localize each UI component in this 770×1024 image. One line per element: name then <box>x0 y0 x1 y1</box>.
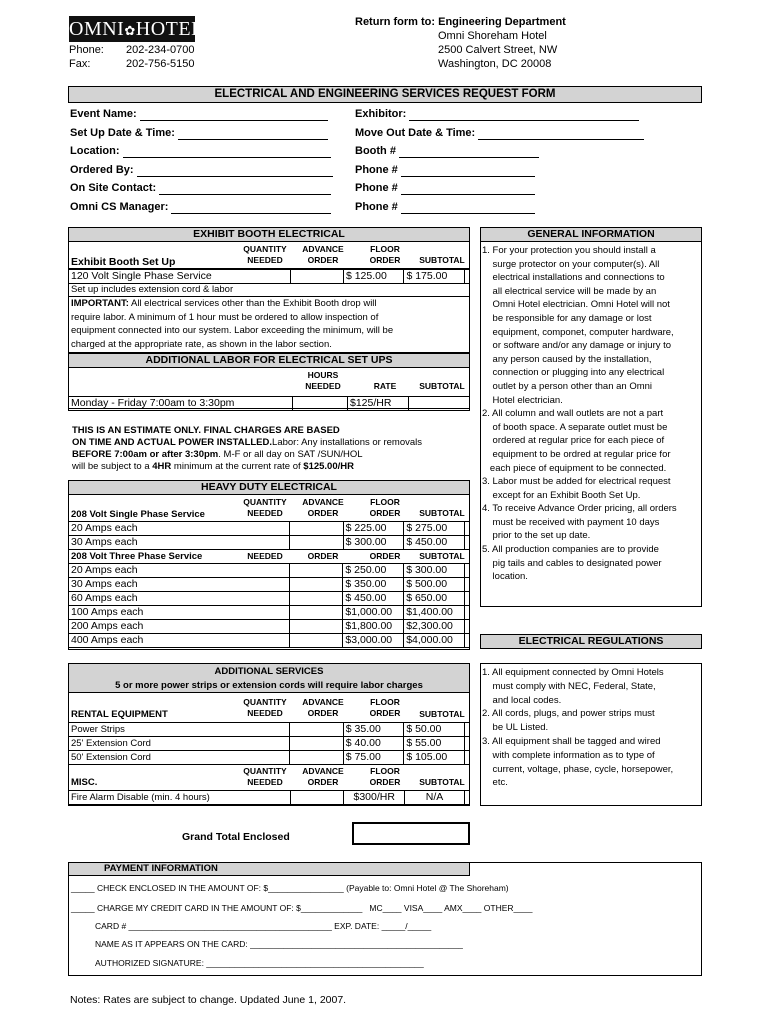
qty-input[interactable] <box>290 791 344 805</box>
three-col-order-floor: ORDER <box>369 551 401 561</box>
subtotal-input[interactable] <box>465 522 470 536</box>
additional-title: ADDITIONAL SERVICES <box>214 666 324 677</box>
table-row <box>69 270 470 284</box>
qty-input[interactable] <box>289 536 343 550</box>
floor-price: $ 450.00 <box>404 536 465 550</box>
subtotal-input[interactable] <box>465 620 470 634</box>
table-row <box>69 620 470 634</box>
qty-input[interactable] <box>289 723 343 737</box>
address-line-1: Omni Shoreham Hotel <box>438 30 547 42</box>
misc-col-qty: QUANTITY NEEDED <box>243 766 287 787</box>
hotel-logo <box>69 16 204 42</box>
advance-price: $ 75.00 <box>343 751 404 765</box>
payment-name-line[interactable]: NAME AS IT APPEARS ON THE CARD: _____________________________________________ <box>95 939 463 949</box>
subtotal-input[interactable] <box>465 592 470 606</box>
three-col-order: ORDER <box>307 551 339 561</box>
rental-col-qty: QUANTITY NEEDED <box>243 697 287 718</box>
general-info-text: 1. For your protection you should install a surge protector on your computer(s). All electrical installations and connections to all electrical service will be made by an Omni Hotel electrician. Omni Hotel will not be responsible for any damage or lost equipment, componet, computer hardware, or software and/or any damage or injury to any person caused by the installation, connection or plugging into any electrical outlet by a person other than an Omni Hotel electrician. 2. All column and wall outlets are not a part of booth space. A separate outlet must be ordered at regular price for each piece of equipment to be ordred at regular price for each piece of equipment to be connected. 3. Labor must be added for electrical request except for an Exhibit Booth Set Up. 4. To receive Advance Order pricing, all orders must be received with payment 10 days prior to the set up date. 5. All production companies are to provide pig tails and cables to designated power location. <box>482 245 677 583</box>
qty-input[interactable] <box>289 522 343 536</box>
fax-number: 202-756-5150 <box>126 58 195 70</box>
exhibit-note: Set up includes extension cord & labor <box>71 284 234 295</box>
logo-text-left: OMNI <box>69 18 125 40</box>
general-info-title: GENERAL INFORMATION <box>480 227 702 242</box>
qty-input[interactable] <box>289 620 343 634</box>
labor-title: ADDITIONAL LABOR FOR ELECTRICAL SET UPS <box>68 353 470 368</box>
event-fields-right <box>355 108 655 219</box>
field-phone-2[interactable]: Phone # <box>355 182 655 201</box>
floor-price: $ 175.00 <box>404 270 465 284</box>
table-row <box>69 592 470 606</box>
rental-col-subtotal: SUBTOTAL <box>419 709 465 719</box>
floor-price: N/A <box>405 791 465 805</box>
table-row <box>69 791 470 805</box>
qty-input[interactable] <box>289 592 343 606</box>
floor-price: $ 105.00 <box>404 751 465 765</box>
exhibit-col-advance: ADVANCE ORDER <box>302 244 344 265</box>
item-label: 100 Amps each <box>69 606 290 620</box>
table-row <box>69 578 470 592</box>
exhibit-col-qty: QUANTITY NEEDED <box>243 244 287 265</box>
field-ordered-by[interactable]: Ordered By: <box>70 164 360 183</box>
labor-table <box>68 396 470 411</box>
item-label: 60 Amps each <box>69 592 290 606</box>
table-row <box>69 751 470 765</box>
exhibit-col-subtotal: SUBTOTAL <box>419 255 465 265</box>
return-form-label: Return form to: Engineering Department <box>355 16 566 28</box>
address-line-3: Washington, DC 20008 <box>438 58 552 70</box>
floor-price: $ 650.00 <box>404 592 465 606</box>
advance-price: $ 450.00 <box>343 592 404 606</box>
field-exhibitor[interactable]: Exhibitor: <box>355 108 655 127</box>
advance-price: $ 225.00 <box>343 522 404 536</box>
field-phone-3[interactable]: Phone # <box>355 201 655 220</box>
qty-input[interactable] <box>290 270 343 284</box>
payment-charge-line[interactable]: _____ CHARGE MY CREDIT CARD IN THE AMOUNT OF: $_____________ MC____ VISA____ AMX____ OTHER____ <box>71 903 533 913</box>
advance-price: $3,000.00 <box>343 634 404 648</box>
misc-label: MISC. <box>71 777 98 788</box>
field-phone-1[interactable]: Phone # <box>355 164 655 183</box>
qty-input[interactable] <box>289 564 343 578</box>
item-label: 50' Extension Cord <box>69 751 290 765</box>
labor-col-subtotal: SUBTOTAL <box>419 381 465 391</box>
table-row <box>69 522 470 536</box>
qty-input[interactable] <box>289 737 343 751</box>
misc-col-subtotal: SUBTOTAL <box>419 777 465 787</box>
field-move-out-date[interactable]: Move Out Date & Time: <box>355 127 655 146</box>
three-col-subtotal: SUBTOTAL <box>419 551 465 561</box>
field-onsite-contact[interactable]: On Site Contact: <box>70 182 360 201</box>
advance-price: $1,000.00 <box>343 606 404 620</box>
table-row <box>69 397 470 411</box>
heavy-col-qty: QUANTITY NEEDED <box>243 497 287 518</box>
subtotal-input[interactable] <box>465 536 470 550</box>
advance-price: $ 40.00 <box>343 737 404 751</box>
table-row <box>69 723 470 737</box>
table-row <box>69 634 470 648</box>
advance-price: $ 350.00 <box>343 578 404 592</box>
regulations-text: 1. All equipment connected by Omni Hotels must comply with NEC, Federal, State, and local codes. 2. All cords, plugs, and power strips must be UL Listed. 3. All equipment shall be tagged and wired with complete information as to type of current, voltage, phase, cycle, horsepower, etc. <box>482 667 674 789</box>
item-label: 30 Amps each <box>69 578 290 592</box>
phone-label: Phone: <box>69 44 104 56</box>
notes-text: Notes: Rates are subject to change. Updated June 1, 2007. <box>70 994 347 1006</box>
table-row <box>69 737 470 751</box>
misc-col-advance: ADVANCE ORDER <box>302 766 344 787</box>
heavy-col-advance: ADVANCE ORDER <box>302 497 344 518</box>
form-title: ELECTRICAL AND ENGINEERING SERVICES REQUEST FORM <box>68 86 702 103</box>
qty-input[interactable] <box>289 751 343 765</box>
single-phase-label: 208 Volt Single Phase Service <box>71 509 205 520</box>
labor-item: Monday - Friday 7:00am to 3:30pm <box>69 397 293 411</box>
event-fields-left <box>70 108 360 219</box>
item-label: 200 Amps each <box>69 620 290 634</box>
labor-col-rate: RATE <box>373 381 397 391</box>
field-location[interactable]: Location: <box>70 145 360 164</box>
field-event-name[interactable]: Event Name: <box>70 108 360 127</box>
advance-price: $ 300.00 <box>343 536 404 550</box>
heavy-col-floor: FLOOR ORDER <box>369 497 401 518</box>
three-phase-table <box>68 563 470 648</box>
labor-subtotal-input[interactable] <box>409 397 470 411</box>
floor-price: $ 275.00 <box>404 522 465 536</box>
hours-input[interactable] <box>293 397 348 411</box>
item-label: 25' Extension Cord <box>69 737 290 751</box>
heavy-duty-title: HEAVY DUTY ELECTRICAL <box>68 480 470 495</box>
subtotal-input[interactable] <box>465 751 470 765</box>
payment-check-line[interactable]: _____ CHECK ENCLOSED IN THE AMOUNT OF: $________________ (Payable to: Omni Hotel @ The Shoreham) <box>71 883 509 893</box>
subtotal-input[interactable] <box>465 606 470 620</box>
subtotal-input[interactable] <box>465 564 470 578</box>
exhibit-col-floor: FLOOR ORDER <box>369 244 401 265</box>
exhibit-important-note: IMPORTANT: All electrical services other than the Exhibit Booth drop will require labor. A minimum of 1 hour must be ordered to allow inspection of equipment connected into our system. Labor exceeding the minimum, will be charged at the appropriate rate, as shown in the labor section. <box>71 298 394 350</box>
table-row <box>69 536 470 550</box>
rental-col-floor: FLOOR ORDER <box>369 697 401 718</box>
three-phase-label: 208 Volt Three Phase Service <box>71 551 203 562</box>
item-label: Power Strips <box>69 723 290 737</box>
exhibit-item: 120 Volt Single Phase Service <box>69 270 291 284</box>
labor-col-hours: HOURS NEEDED <box>305 370 341 391</box>
exhibit-row-label: Exhibit Booth Set Up <box>71 256 176 268</box>
logo-text-right: HOTEL <box>135 18 204 40</box>
field-booth-number[interactable]: Booth # <box>355 145 655 164</box>
misc-col-floor: FLOOR ORDER <box>369 766 401 787</box>
single-phase-table <box>68 521 470 550</box>
table-row <box>69 606 470 620</box>
qty-input[interactable] <box>289 606 343 620</box>
floor-price: $2,300.00 <box>404 620 465 634</box>
floor-price: $4,000.00 <box>404 634 465 648</box>
payment-title: PAYMENT INFORMATION <box>104 863 218 874</box>
floor-price: $1,400.00 <box>404 606 465 620</box>
logo-star-icon: ✿ <box>124 23 136 38</box>
heavy-col-subtotal: SUBTOTAL <box>419 508 465 518</box>
exhibit-table <box>68 269 470 284</box>
floor-price: $ 500.00 <box>404 578 465 592</box>
subtotal-input[interactable] <box>465 270 470 284</box>
advance-price: $ 35.00 <box>343 723 404 737</box>
three-col-needed: NEEDED <box>247 551 283 561</box>
phone-number: 202-234-0700 <box>126 44 195 56</box>
rental-col-advance: ADVANCE ORDER <box>302 697 344 718</box>
grand-total-label: Grand Total Enclosed <box>182 831 290 843</box>
qty-input[interactable] <box>289 634 343 648</box>
subtotal-input[interactable] <box>465 791 470 805</box>
floor-price: $ 55.00 <box>404 737 465 751</box>
advance-price: $300/HR <box>344 791 405 805</box>
advance-price: $ 125.00 <box>343 270 404 284</box>
field-setup-date[interactable]: Set Up Date & Time: <box>70 127 360 146</box>
rental-equipment-label: RENTAL EQUIPMENT <box>71 709 168 720</box>
estimate-note: THIS IS AN ESTIMATE ONLY. FINAL CHARGES ARE BASED ON TIME AND ACTUAL POWER INSTALLED.Labor: Any installations or removals BEFORE 7:00am or after 3:30pm. M-F or all day on SAT /SUN/HOL will be subject to a 4HR minimum at the current rate of $125.00/HR <box>72 425 422 472</box>
subtotal-input[interactable] <box>465 578 470 592</box>
misc-table <box>68 790 470 805</box>
qty-input[interactable] <box>289 578 343 592</box>
grand-total-input[interactable] <box>352 822 470 845</box>
subtotal-input[interactable] <box>465 634 470 648</box>
payment-signature-line[interactable]: AUTHORIZED SIGNATURE: ______________________________________________ <box>95 958 424 968</box>
item-label: Fire Alarm Disable (min. 4 hours) <box>69 791 291 805</box>
advance-price: $ 250.00 <box>343 564 404 578</box>
fax-label: Fax: <box>69 58 91 70</box>
rental-table <box>68 722 470 765</box>
subtotal-input[interactable] <box>465 737 470 751</box>
floor-price: $ 50.00 <box>404 723 465 737</box>
advance-price: $1,800.00 <box>343 620 404 634</box>
additional-subtitle: 5 or more power strips or extension cords will require labor charges <box>115 680 423 691</box>
item-label: 20 Amps each <box>69 522 290 536</box>
item-label: 20 Amps each <box>69 564 290 578</box>
exhibit-booth-title: EXHIBIT BOOTH ELECTRICAL <box>68 227 470 242</box>
item-label: 30 Amps each <box>69 536 290 550</box>
labor-rate: $125/HR <box>348 397 409 411</box>
payment-card-line[interactable]: CARD # ___________________________________________ EXP. DATE: _____/_____ <box>95 921 432 931</box>
floor-price: $ 300.00 <box>404 564 465 578</box>
field-cs-manager[interactable]: Omni CS Manager: <box>70 201 360 220</box>
address-line-2: 2500 Calvert Street, NW <box>438 44 558 56</box>
item-label: 400 Amps each <box>69 634 290 648</box>
table-row <box>69 564 470 578</box>
regulations-title: ELECTRICAL REGULATIONS <box>480 634 702 649</box>
subtotal-input[interactable] <box>465 723 470 737</box>
